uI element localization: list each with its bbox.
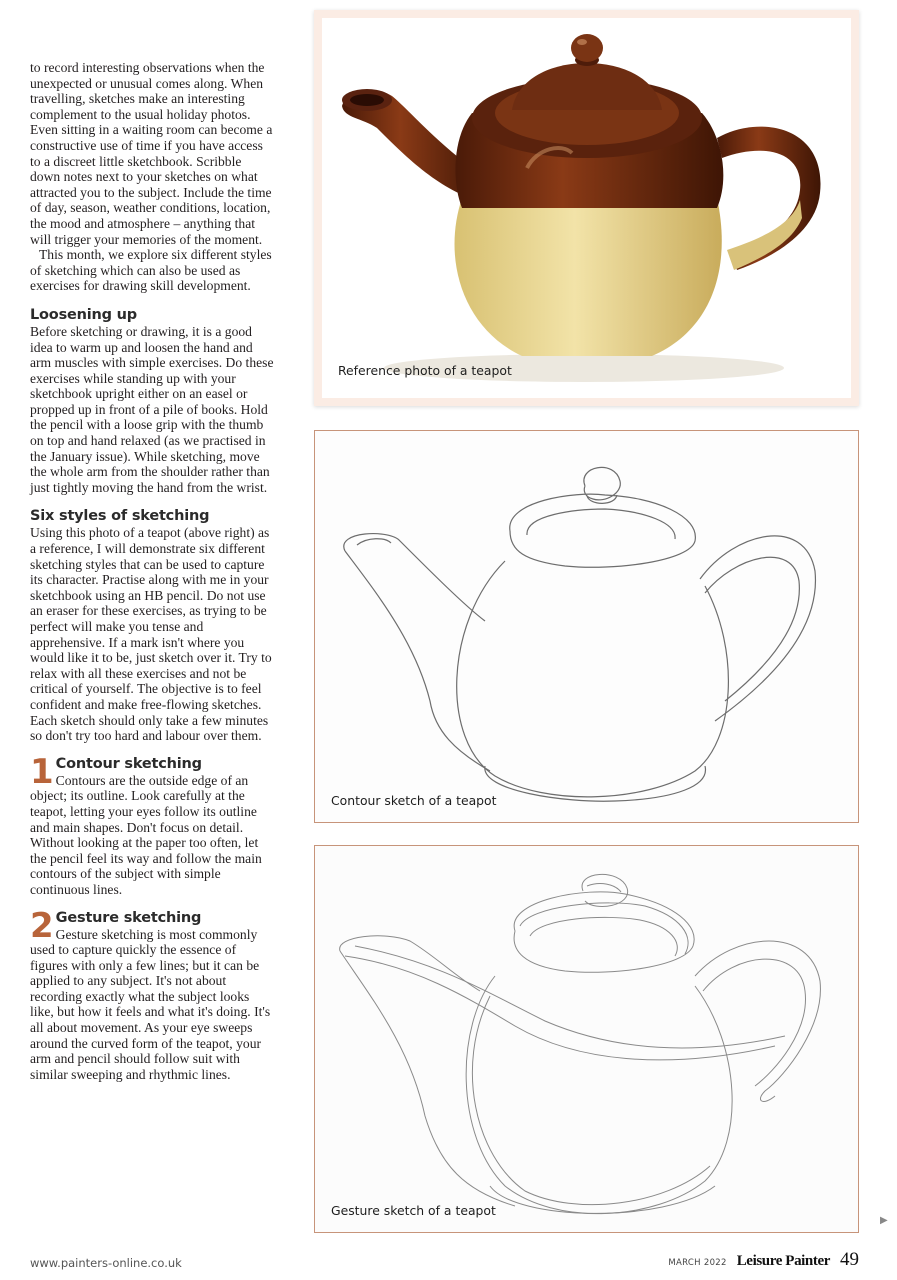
gesture-sketch-figure	[314, 845, 859, 1233]
reference-photo-figure	[314, 10, 859, 406]
heading-contour-sketching: Contour sketching	[55, 755, 202, 772]
footer-url: www.painters-online.co.uk	[30, 1256, 182, 1270]
section-number: 2	[30, 905, 54, 946]
contour-caption: Contour sketch of a teapot	[331, 793, 497, 808]
footer-page-number: 49	[840, 1249, 859, 1270]
intro-paragraph: to record interesting observations when the unexpected or unusual comes along. When travelling, sketches make an interesting complement to the usual holiday photos. Even sitting in a waiting room can become a constructive use of time if you have access to a discreet little sketchbook. Scribble down notes next to your sketches on what attracted you to the subject. Include the time of day, season, weather conditions, location, the mood and atmosphere – anything that will trigger your memories of the moment.	[30, 60, 273, 247]
six-styles-body: Using this photo of a teapot (above right) as a reference, I will demonstrate six different sketching styles that can be used to capture its character. Practise along with me in your sketchbook using an HB pencil. Do not use an eraser for these exercises, as trying to be perfect will make you tense and apprehensive. If a mark isn't where you would like it to be, just sketch over it. Try to relax with all these exercises and not be critical of yourself. The objective is to feel confident and make free-flowing sketches. Each sketch should only take a few minutes so don't try too hard and labour over them.	[30, 525, 272, 744]
gesture-caption: Gesture sketch of a teapot	[331, 1203, 496, 1218]
loosening-body: Before sketching or drawing, it is a good idea to warm up and loosen the hand and arm muscles with simple exercises. Do these exercises while standing up with your sketchbook upright either on an easel or propped up in front of a pile of books. Hold the pencil with a loose grip with the thumb on top and hand relaxed (as we practised in the January issue). While sketching, move the whole arm from the shoulder rather than just tightly moving the hand from the wrist.	[30, 323, 274, 495]
footer-magazine-name: Leisure Painter	[736, 1253, 830, 1269]
photo-caption: Reference photo of a teapot	[338, 363, 512, 378]
gesture-sketch-illustration	[315, 846, 858, 1232]
contour-sketch-figure	[314, 430, 859, 823]
next-page-arrow-icon: ▶	[880, 1215, 888, 1226]
article-column	[30, 60, 274, 1082]
contour-body: Contours are the outside edge of an object; its outline. Look carefully at the teapot, letting your eyes follow its outline and main shapes. Don't focus on detail. Without looking at the paper too often, let the pencil feel its way and follow the main contours of the subject with simple continuous lines.	[30, 772, 262, 897]
section-number: 1	[30, 751, 54, 792]
heading-six-styles: Six styles of sketching	[30, 508, 210, 525]
reference-photo	[322, 18, 851, 398]
section-contour-sketching	[30, 751, 274, 898]
teapot-photo-illustration	[322, 18, 851, 398]
heading-gesture-sketching: Gesture sketching	[55, 909, 202, 926]
footer-folio	[668, 1249, 859, 1271]
intro-paragraph-2: This month, we explore six different styles of sketching which can also be used as exercises for drawing skill development.	[30, 247, 272, 294]
section-gesture-sketching	[30, 905, 274, 1083]
contour-sketch-illustration	[315, 431, 858, 822]
footer-date: MARCH 2022	[668, 1258, 727, 1268]
gesture-body: Gesture sketching is most commonly used to capture quickly the essence of figures with only a few lines; but it can be applied to any subject. It's not about recording exactly what the subject looks like, but how it feels and what it's doing. It's all about movement. As your eye sweeps around the curved form of the teapot, your arm and pencil should follow suit with similar sweeping and rhythmic lines.	[30, 926, 271, 1082]
heading-loosening-up: Loosening up	[30, 306, 137, 323]
